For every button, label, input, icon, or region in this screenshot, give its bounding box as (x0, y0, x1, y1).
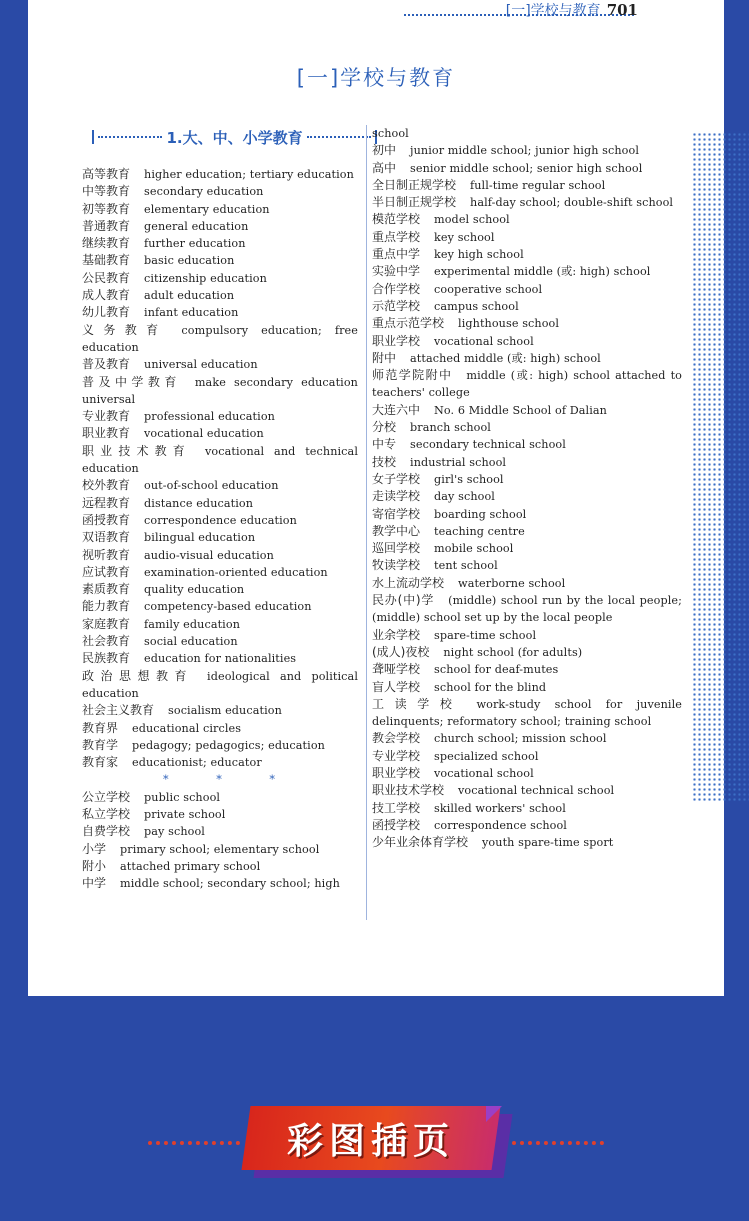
glossary-entry (372, 765, 682, 782)
entry-chinese-term: 普及教育 (82, 357, 131, 372)
entry-chinese-term: 普及中学教育 (82, 374, 181, 389)
running-header (506, 0, 638, 20)
entry-english-translation: vocational school (434, 766, 534, 780)
section-stars: * * * (163, 773, 297, 787)
glossary-entry (82, 737, 358, 754)
entry-english-translation: basic education (144, 254, 235, 268)
entry-chinese-term: 工读学校 (372, 696, 463, 711)
entry-english-translation: professional education (144, 410, 275, 424)
entry-chinese-term: 教育学 (82, 737, 119, 752)
entry-english-translation: social education (144, 635, 238, 649)
entry-chinese-term: 高中 (372, 160, 397, 175)
entry-chinese-term: 重点中学 (372, 247, 421, 262)
glossary-entry (372, 575, 682, 592)
glossary-entry (372, 246, 682, 263)
entry-chinese-term: 民办(中)学 (372, 593, 435, 608)
entry-english-translation: educational circles (132, 721, 242, 735)
entry-chinese-term: 师范学院附中 (372, 368, 453, 383)
glossary-entry (82, 650, 358, 667)
entry-chinese-term: 业余学校 (372, 627, 421, 642)
glossary-entry (82, 841, 358, 858)
entry-chinese-term: 职业技术教育 (82, 443, 191, 458)
glossary-entry (82, 270, 358, 287)
entry-chinese-term: 中等教育 (82, 184, 131, 199)
entry-english-translation: cooperative school (434, 282, 543, 296)
entry-english-translation: quality education (144, 583, 245, 597)
glossary-entry (82, 633, 358, 650)
entry-chinese-term: 女子学校 (372, 471, 421, 486)
left-entry-list-2 (82, 789, 358, 893)
glossary-entry (372, 177, 682, 194)
entry-english-translation: vocational education (144, 427, 264, 441)
entry-chinese-term: 聋哑学校 (372, 662, 421, 677)
glossary-entry (372, 644, 682, 661)
entry-english-translation: out-of-school education (144, 479, 279, 493)
glossary-entry (82, 304, 358, 321)
entry-chinese-term: (成人)夜校 (372, 644, 430, 659)
entry-english-translation: specialized school (434, 749, 539, 763)
entry-english-translation: private school (144, 807, 226, 821)
glossary-entry (372, 834, 682, 851)
entry-english-translation: attached middle (或: high) school (410, 351, 601, 365)
entry-chinese-term: 函授教育 (82, 512, 131, 527)
glossary-entry (82, 875, 358, 892)
glossary-entry (82, 183, 358, 200)
entry-chinese-term: 半日制正规学校 (372, 195, 457, 210)
entry-chinese-term: 职业学校 (372, 765, 421, 780)
entry-chinese-term: 教学中心 (372, 523, 421, 538)
entry-english-translation: citizenship education (144, 271, 267, 285)
entry-english-translation: skilled workers' school (434, 801, 566, 815)
entry-english-translation: waterborne school (458, 576, 566, 590)
entry-english-translation: tent school (434, 559, 498, 573)
subheading-left-bar (92, 130, 94, 144)
entry-english-translation: vocational school (434, 334, 534, 348)
glossary-entry (372, 315, 682, 332)
entry-english-translation: make secondary education universal (82, 375, 358, 406)
glossary-entry (372, 402, 682, 419)
entry-chinese-term: 职业学校 (372, 333, 421, 348)
entry-english-translation: school for deaf-mutes (434, 663, 559, 677)
entry-chinese-term: 职业教育 (82, 426, 131, 441)
entry-english-translation: junior middle school; junior high school (410, 144, 640, 158)
glossary-entry (372, 142, 682, 159)
entry-chinese-term: 中专 (372, 437, 397, 452)
glossary-entry (372, 506, 682, 523)
entry-english-translation: adult education (144, 289, 235, 303)
entry-chinese-term: 教育界 (82, 720, 119, 735)
entry-chinese-term: 初等教育 (82, 201, 131, 216)
entry-chinese-term: 示范学校 (372, 298, 421, 313)
entry-chinese-term: 附小 (82, 858, 107, 873)
entry-english-translation: boarding school (434, 507, 527, 521)
entry-chinese-term: 实验中学 (372, 264, 421, 279)
entry-english-translation: secondary technical school (410, 438, 566, 452)
glossary-entry (82, 858, 358, 875)
entry-english-translation: spare-time school (434, 628, 537, 642)
entry-english-translation: key school (434, 230, 495, 244)
dictionary-page (28, 0, 724, 996)
banner-label: 彩图插页 (286, 1120, 455, 1162)
entry-english-translation: primary school; elementary school (120, 842, 320, 856)
entry-english-translation: work-study school for juvenile delinquents; reformatory school; training school (372, 697, 682, 729)
entry-chinese-term: 继续教育 (82, 236, 131, 251)
entry-english-translation: educationist; educator (132, 756, 262, 770)
entry-english-translation: industrial school (410, 455, 507, 469)
entry-english-translation: day school (434, 490, 495, 504)
entry-english-translation: higher education; tertiary education (144, 168, 354, 181)
entry-chinese-term: 自费学校 (82, 824, 131, 839)
glossary-entry (82, 616, 358, 633)
entry-chinese-term: 社会教育 (82, 634, 131, 649)
entry-english-translation: correspondence school (434, 818, 567, 832)
entry-chinese-term: 专业教育 (82, 409, 131, 424)
glossary-entry (372, 160, 682, 177)
entry-chinese-term: 盲人学校 (372, 679, 421, 694)
glossary-entry (82, 564, 358, 581)
entry-chinese-term: 中学 (82, 876, 107, 891)
left-column (82, 166, 358, 892)
glossary-entry (372, 782, 682, 799)
entry-english-translation: bilingual education (144, 531, 256, 545)
glossary-entry (372, 419, 682, 436)
entry-english-translation: church school; mission school (434, 732, 607, 746)
entry-chinese-term: 校外教育 (82, 478, 131, 493)
entry-english-translation: distance education (144, 496, 254, 510)
entry-english-translation: examination-oriented education (144, 565, 328, 579)
entry-english-translation: compulsory education; free education (82, 323, 358, 354)
glossary-entry (82, 443, 358, 478)
entry-english-translation: experimental middle (或: high) school (434, 265, 651, 279)
entry-english-translation: middle school; secondary school; high (120, 877, 340, 891)
entry-english-translation: correspondence education (144, 513, 297, 527)
glossary-entry (82, 720, 358, 737)
glossary-entry (82, 374, 358, 409)
entry-english-translation: pedagogy; pedagogics; education (132, 738, 325, 752)
glossary-entry (82, 581, 358, 598)
entry-chinese-term: 公民教育 (82, 270, 131, 285)
glossary-entry (372, 800, 682, 817)
entry-chinese-term: 基础教育 (82, 253, 131, 268)
entry-english-translation: further education (144, 237, 246, 251)
entry-english-translation: secondary education (144, 185, 264, 199)
entry-english-translation: teaching centre (434, 524, 525, 538)
column-divider (366, 125, 367, 920)
glossary-entry (372, 730, 682, 747)
glossary-entry (372, 661, 682, 678)
entry-english-translation: full-time regular school (470, 178, 606, 192)
glossary-entry (82, 547, 358, 564)
glossary-entry (372, 488, 682, 505)
entry-english-translation: middle (或: high) school attached to teachers' college (372, 369, 682, 400)
entry-chinese-term: 走读学校 (372, 489, 421, 504)
entry-chinese-term: 大连六中 (372, 402, 421, 417)
glossary-entry (372, 592, 682, 627)
glossary-entry (82, 668, 358, 703)
entry-chinese-term: 全日制正规学校 (372, 177, 457, 192)
glossary-entry (82, 166, 358, 183)
entry-english-translation: universal education (144, 358, 258, 372)
entry-chinese-term: 技工学校 (372, 800, 421, 815)
entry-chinese-term: 巡回学校 (372, 541, 421, 556)
entry-chinese-term: 幼儿教育 (82, 305, 131, 320)
entry-english-translation: general education (144, 219, 249, 233)
entry-english-translation: key high school (434, 248, 524, 262)
entry-chinese-term: 模范学校 (372, 212, 421, 227)
right-entry-list (372, 142, 682, 851)
entry-chinese-term: 应试教育 (82, 564, 131, 579)
entry-english-translation: girl's school (434, 472, 504, 486)
glossary-entry (82, 287, 358, 304)
entry-chinese-term: 技校 (372, 454, 397, 469)
entry-chinese-term: 视听教育 (82, 547, 131, 562)
glossary-entry (82, 477, 358, 494)
glossary-entry (82, 512, 358, 529)
subheading-text: 1.大、中、小学教育 (166, 128, 303, 147)
entry-english-translation: half-day school; double-shift school (470, 196, 674, 210)
entry-english-translation: branch school (410, 421, 491, 435)
glossary-entry (82, 789, 358, 806)
entry-english-translation: audio-visual education (144, 548, 274, 562)
glossary-entry (372, 696, 682, 731)
entry-chinese-term: 能力教育 (82, 599, 131, 614)
glossary-entry (372, 211, 682, 228)
entry-english-translation: elementary education (144, 202, 270, 216)
glossary-entry (82, 823, 358, 840)
entry-chinese-term: 职业技术学校 (372, 783, 445, 798)
glossary-entry (82, 702, 358, 719)
entry-chinese-term: 水上流动学校 (372, 575, 445, 590)
glossary-entry (82, 408, 358, 425)
entry-chinese-term: 附中 (372, 350, 397, 365)
glossary-entry (372, 263, 682, 280)
glossary-entry (372, 350, 682, 367)
running-header-section: [一]学校与教育 (505, 3, 601, 19)
glossary-entry (82, 754, 358, 771)
entry-chinese-term: 政治思想教育 (82, 668, 194, 683)
entry-english-translation: night school (for adults) (443, 645, 583, 659)
glossary-entry (372, 436, 682, 453)
entry-english-translation: school for the blind (434, 680, 547, 694)
glossary-entry (82, 529, 358, 546)
entry-english-translation: attached primary school (120, 859, 261, 873)
glossary-entry (82, 356, 358, 373)
entry-english-translation: education for nationalities (144, 652, 297, 666)
entry-english-translation: infant education (144, 306, 239, 320)
glossary-entry (372, 471, 682, 488)
glossary-entry (372, 679, 682, 696)
glossary-entry (372, 367, 682, 402)
entry-chinese-term: 教育家 (82, 755, 119, 770)
glossary-entry (372, 194, 682, 211)
glossary-entry (372, 817, 682, 834)
entry-chinese-term: 教会学校 (372, 731, 421, 746)
subheading-right-rule (307, 136, 371, 138)
entry-chinese-term: 牧读学校 (372, 558, 421, 573)
right-column (372, 125, 682, 851)
entry-chinese-term: 重点学校 (372, 229, 421, 244)
left-entry-list (82, 166, 358, 771)
entry-english-translation: model school (434, 213, 510, 227)
entry-chinese-term: 社会主义教育 (82, 703, 155, 718)
entry-english-translation: mobile school (434, 542, 514, 556)
glossary-entry (82, 425, 358, 442)
entry-english-translation: competency-based education (144, 600, 312, 614)
entry-chinese-term: 少年业余体育学校 (372, 835, 469, 850)
glossary-entry (372, 229, 682, 246)
banner-dotted-rule-left (148, 1141, 240, 1145)
entry-chinese-term: 成人教育 (82, 288, 131, 303)
entry-chinese-term: 合作学校 (372, 281, 421, 296)
entry-chinese-term: 素质教育 (82, 582, 131, 597)
glossary-entry (372, 523, 682, 540)
entry-chinese-term: 普通教育 (82, 218, 131, 233)
entry-english-translation: pay school (144, 825, 205, 839)
entry-english-translation: youth spare-time sport (482, 836, 614, 850)
glossary-entry (82, 598, 358, 615)
subheading (92, 127, 377, 147)
entry-chinese-term: 远程教育 (82, 495, 131, 510)
page-number: 701 (606, 1, 638, 19)
entry-chinese-term: 初中 (372, 143, 397, 158)
glossary-entry (372, 454, 682, 471)
glossary-entry (372, 540, 682, 557)
glossary-entry (372, 627, 682, 644)
entry-chinese-term: 义务教育 (82, 322, 168, 337)
entry-chinese-term: 双语教育 (82, 530, 131, 545)
entry-chinese-term: 高等教育 (82, 167, 131, 181)
entry-english-translation: senior middle school; senior high school (410, 161, 643, 175)
glossary-entry (82, 252, 358, 269)
glossary-entry (372, 298, 682, 315)
entry-chinese-term: 分校 (372, 420, 397, 435)
glossary-entry (82, 322, 358, 357)
glossary-entry (82, 235, 358, 252)
glossary-entry (82, 495, 358, 512)
entry-english-translation: public school (144, 790, 221, 804)
entry-english-translation: ideological and political education (82, 669, 358, 700)
glossary-entry (82, 218, 358, 235)
glossary-entry (82, 806, 358, 823)
banner-dotted-rule-right (512, 1141, 604, 1145)
entry-english-translation: vocational technical school (458, 784, 615, 798)
entry-english-translation: (middle) school run by the local people; (middle) school set up by the local people (372, 594, 682, 625)
entry-chinese-term: 小学 (82, 841, 107, 856)
entry-english-translation: lighthouse school (458, 317, 560, 331)
glossary-entry (372, 557, 682, 574)
section-title: [一]学校与教育 (296, 66, 456, 90)
entry-chinese-term: 函授学校 (372, 817, 421, 832)
entry-chinese-term: 公立学校 (82, 789, 131, 804)
decorative-dot-pattern (692, 132, 749, 802)
subheading-left-rule (98, 136, 162, 138)
entry-chinese-term: 重点示范学校 (372, 316, 445, 331)
entry-english-translation: vocational and technical education (82, 444, 358, 476)
glossary-entry (372, 281, 682, 298)
entry-english-translation: campus school (434, 299, 519, 313)
continuation-text: school (372, 127, 409, 140)
entry-chinese-term: 寄宿学校 (372, 506, 421, 521)
glossary-entry (372, 333, 682, 350)
entry-chinese-term: 民族教育 (82, 651, 131, 666)
entry-english-translation: No. 6 Middle School of Dalian (434, 403, 607, 417)
entry-english-translation: socialism education (168, 704, 282, 718)
entry-chinese-term: 专业学校 (372, 748, 421, 763)
glossary-entry (82, 201, 358, 218)
entry-english-translation: family education (144, 617, 241, 631)
entry-chinese-term: 家庭教育 (82, 616, 131, 631)
entry-chinese-term: 私立学校 (82, 806, 131, 821)
color-insert-banner (246, 1106, 506, 1178)
glossary-entry (372, 748, 682, 765)
